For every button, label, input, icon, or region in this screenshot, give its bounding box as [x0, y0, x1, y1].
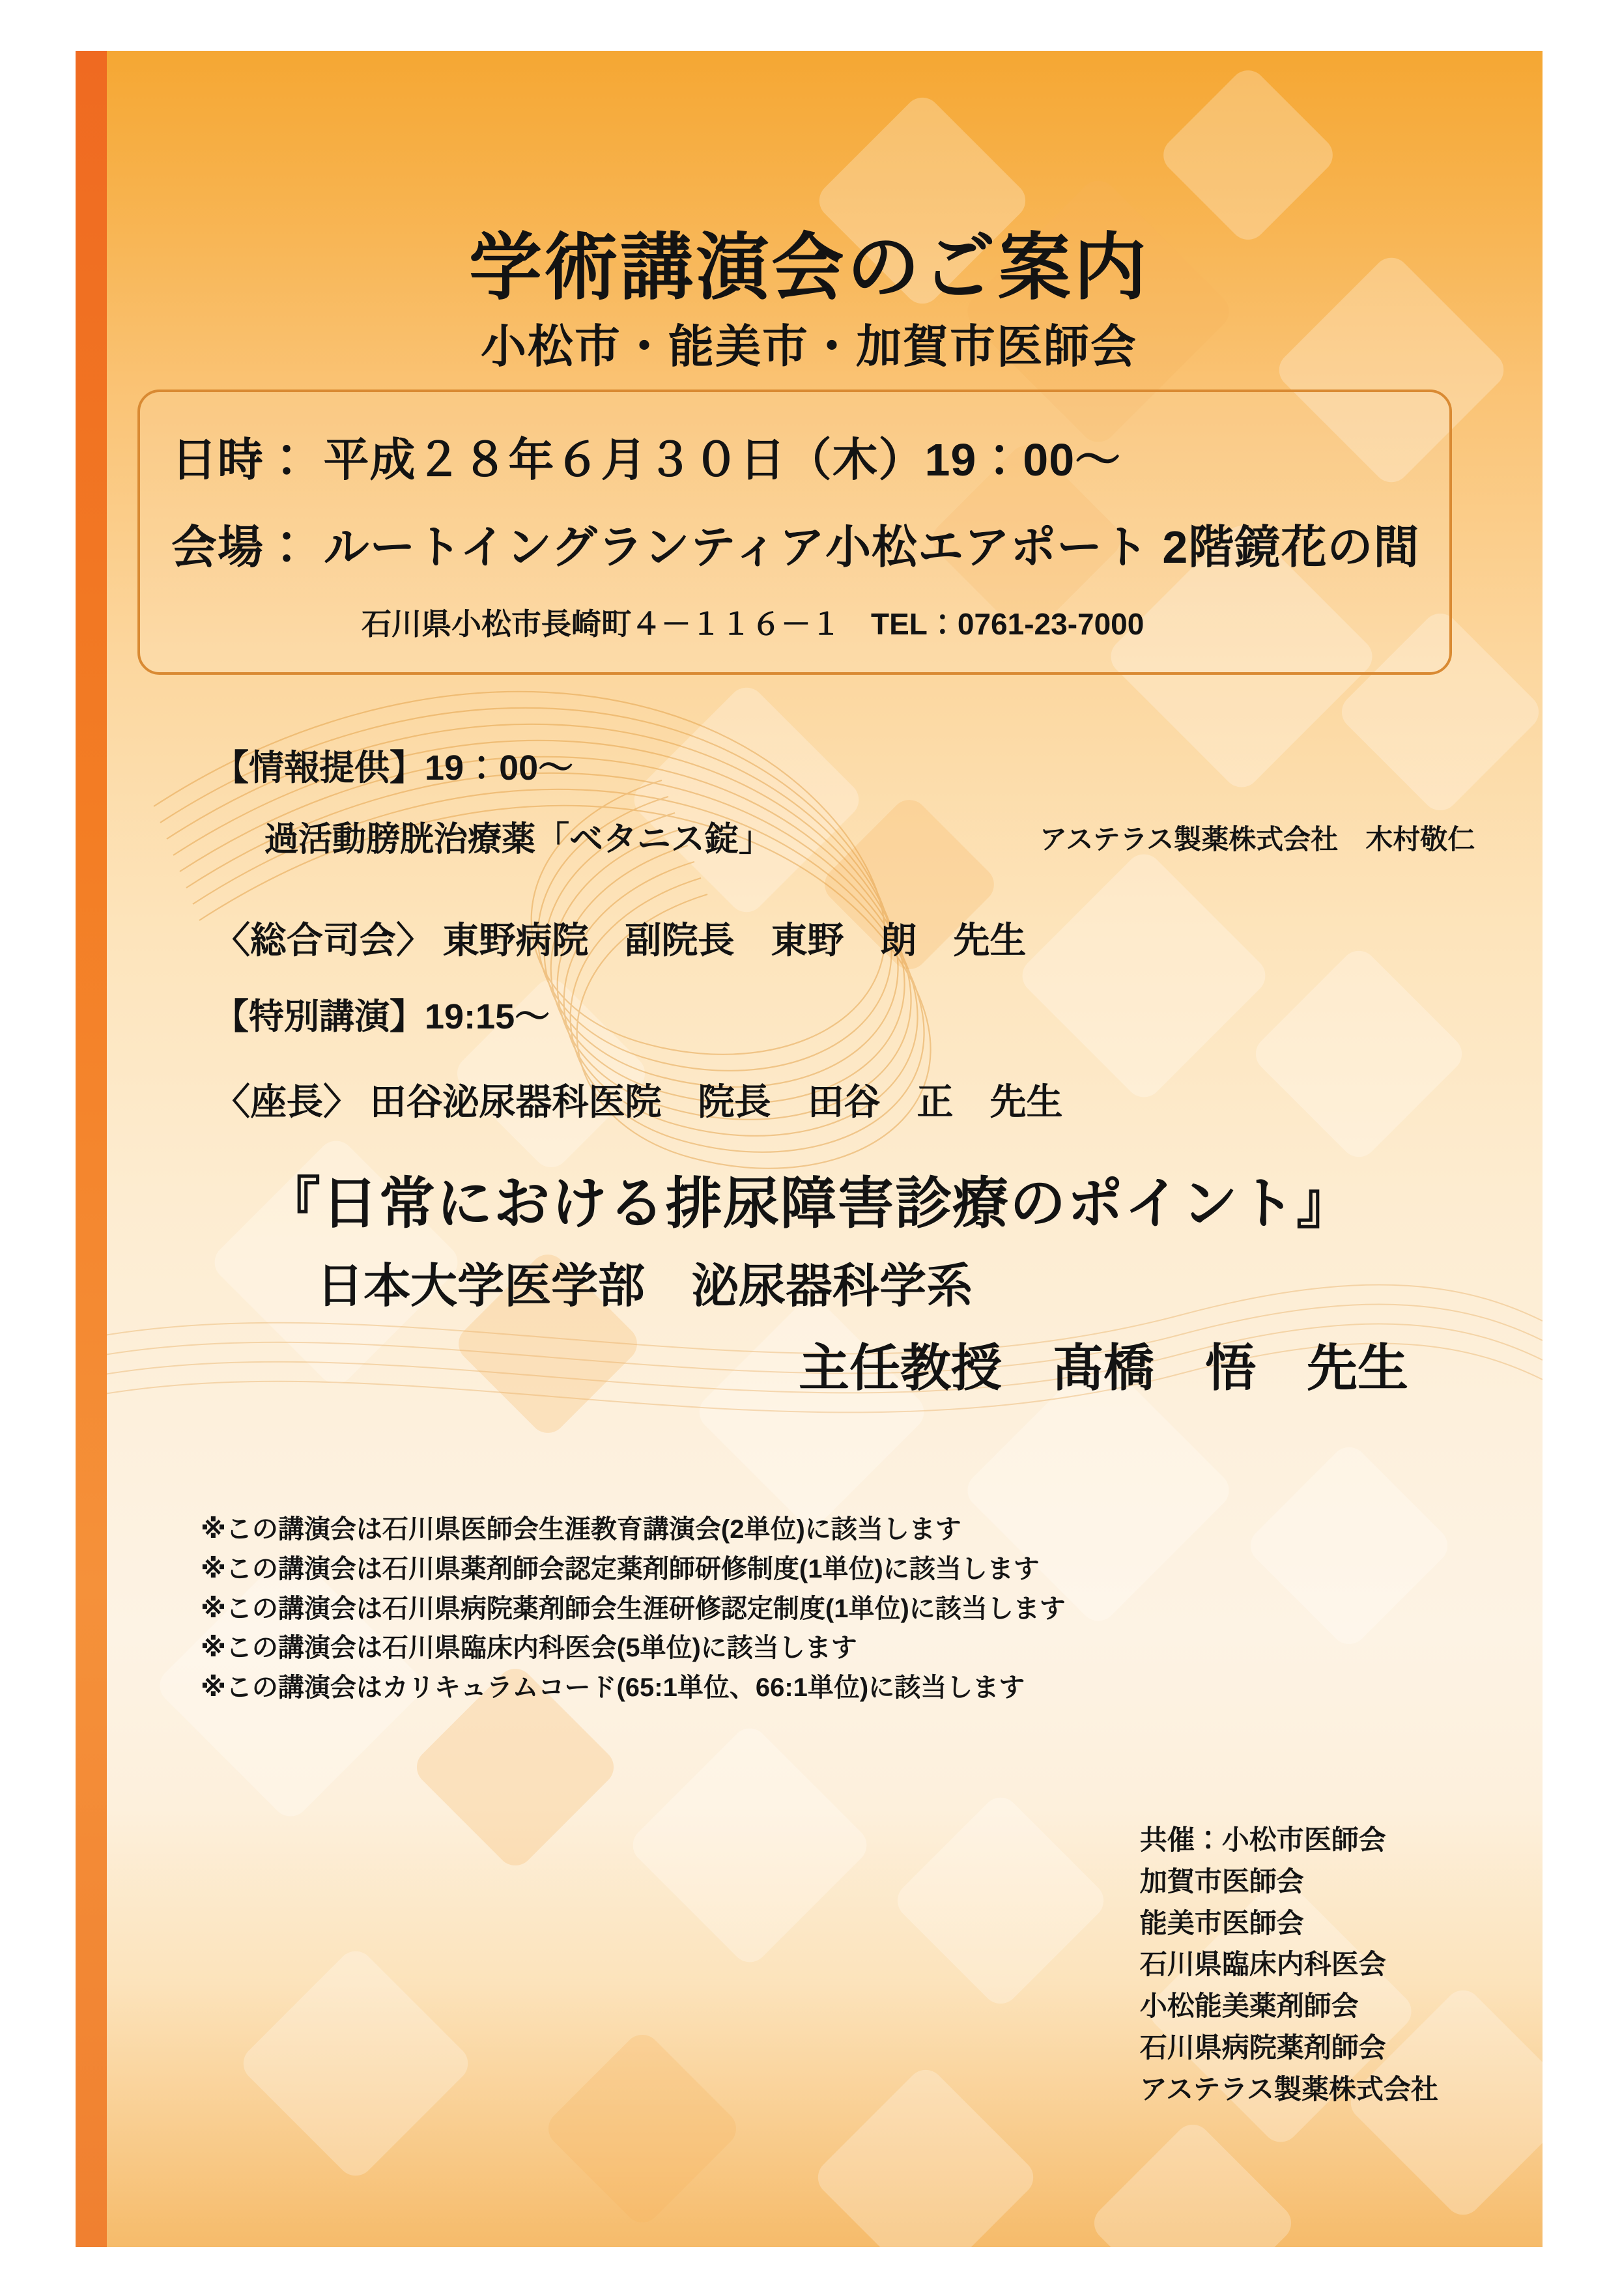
- sponsors-list: [1140, 1819, 1438, 2110]
- sponsor-item: 能美市医師会: [1139, 1907, 1304, 1938]
- program-master-of-ceremonies: 〈総合司会〉 東野病院 副院長 東野 朗 先生: [214, 920, 1027, 961]
- program-info-heading: 【情報提供】19：00〜: [214, 748, 574, 787]
- speaker-affiliation: 日本大学医学部 泌尿器科学系: [317, 1260, 974, 1312]
- event-address: 石川県小松市長崎町４－１１６－１ TEL：0761-23-7000: [362, 607, 1145, 641]
- sponsor-item: 石川県病院薬剤師会: [1139, 2032, 1386, 2063]
- sponsor-item: 加賀市医師会: [1139, 1865, 1304, 1897]
- flyer-canvas: [76, 51, 1543, 2247]
- page-title: 学術講演会のご案内: [469, 227, 1149, 309]
- speaker-name: 主任教授 髙橋 悟 先生: [799, 1339, 1409, 1396]
- sponsor-item: 石川県臨床内科医会: [1139, 1949, 1386, 1980]
- event-date: 日時： 平成２８年６月３０日（木）19：00〜: [171, 434, 1122, 485]
- note-item: ※この講演会は石川県薬剤師会認定薬剤師研修制度(1単位)に該当します: [201, 1554, 1040, 1583]
- program-chairperson: 〈座長〉 田谷泌尿器科医院 院長 田谷 正 先生: [214, 1081, 1063, 1122]
- program-info-body: 過活動膀胱治療薬「ベタニス錠」: [264, 821, 773, 858]
- event-info-box: [137, 390, 1452, 675]
- note-item: ※この講演会は石川県医師会生涯教育講演会(2単位)に該当します: [201, 1515, 961, 1544]
- sponsor-item: 小松能美薬剤師会: [1139, 1991, 1359, 2022]
- note-item: ※この講演会は石川県病院薬剤師会生涯研修認定制度(1単位)に該当します: [201, 1594, 1066, 1623]
- page-subtitle: 小松市・能美市・加賀市医師会: [481, 321, 1137, 373]
- credit-notes-list: [201, 1510, 1066, 1708]
- scan-spine-edge: [76, 51, 107, 2247]
- sponsor-item: アステラス製薬株式会社: [1139, 2073, 1438, 2105]
- note-item: ※この講演会は石川県臨床内科医会(5単位)に該当します: [201, 1634, 857, 1663]
- sponsor-item: 共催：小松市医師会: [1139, 1824, 1386, 1855]
- note-item: ※この講演会はカリキュラムコード(65:1単位、66:1単位)に該当します: [201, 1673, 1025, 1703]
- program-special-lecture-heading: 【特別講演】19:15〜: [214, 997, 550, 1036]
- program-info-sponsor: アステラス製薬株式会社 木村敬仁: [1040, 824, 1475, 855]
- lecture-title: 『日常における排尿障害診療のポイント』: [264, 1172, 1354, 1235]
- event-venue: 会場： ルートイングランティア小松エアポート 2階鏡花の間: [171, 522, 1420, 573]
